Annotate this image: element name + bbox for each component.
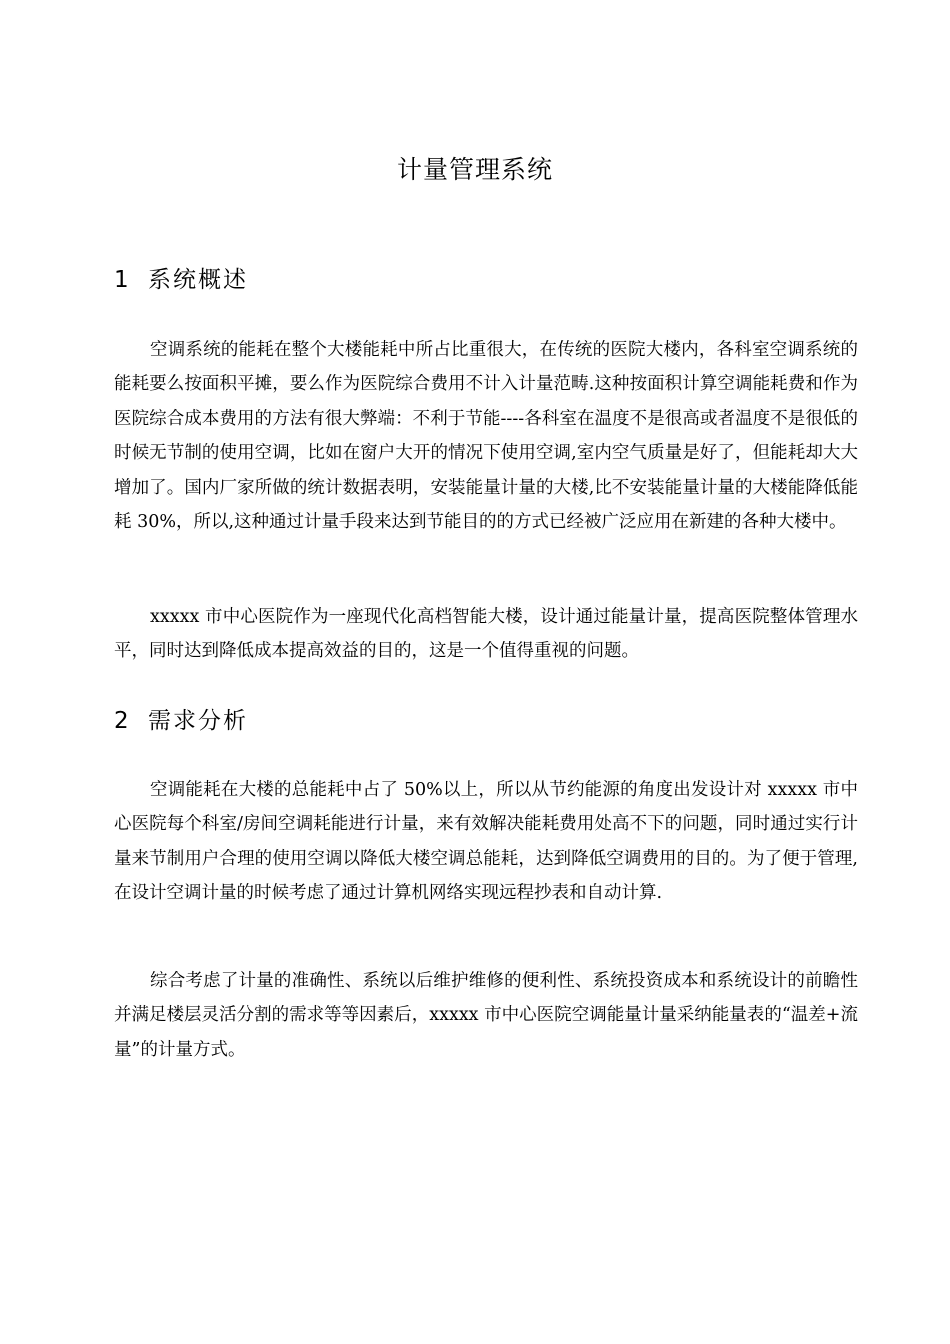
section-number: 2 (114, 708, 131, 734)
paragraph: 综合考虑了计量的准确性、系统以后维护维修的便利性、系统投资成本和系统设计的前瞻性并满足楼层灵活分割的需求等等因素后，xxxxx 市中心医院空调能量计量采纳能量表的“温差+流量”的计量方式。 (114, 971, 858, 1060)
paragraph: 空调系统的能耗在整个大楼能耗中所占比重很大，在传统的医院大楼内，各科室空调系统的能耗要么按面积平摊，要么作为医院综合费用不计入计量范畴.这种按面积计算空调能耗费和作为医院综合成本费用的方法有很大弊端：不利于节能----各科室在温度不是很高或者温度不是很低的时候无节制的使用空调，比如在窗户大开的情况下使用空调,室内空气质量是好了，但能耗却大大增加了。国内厂家所做的统计数据表明，安装能量计量的大楼,比不安装能量计量的大楼能降低能耗 30%，所以,这种通过计量手段来达到节能目的的方式已经被广泛应用在新建的各种大楼中。 (114, 340, 858, 533)
paragraph: 空调能耗在大楼的总能耗中占了 50%以上，所以从节约能源的角度出发设计对 xxxxx 市中心医院每个科室/房间空调耗能进行计量，来有效解决能耗费用处高不下的问题，同时通过实行计量来节制用户合理的使用空调以降低大楼空调总能耗，达到降低空调费用的目的。为了便于管理,在设计空调计量的时候考虑了通过计算机网络实现远程抄表和自动计算. (114, 780, 858, 904)
section-heading-overview (114, 262, 248, 298)
paragraph: xxxxx 市中心医院作为一座现代化高档智能大楼，设计通过能量计量，提高医院整体管理水平，同时达到降低成本提高效益的目的，这是一个值得重视的问题。 (114, 607, 858, 662)
section-title: 需求分析 (148, 708, 248, 734)
section-heading-requirements (114, 703, 248, 739)
section-title: 系统概述 (148, 267, 248, 293)
document-title: 计量管理系统 (396, 155, 553, 184)
section-number: 1 (114, 267, 131, 293)
